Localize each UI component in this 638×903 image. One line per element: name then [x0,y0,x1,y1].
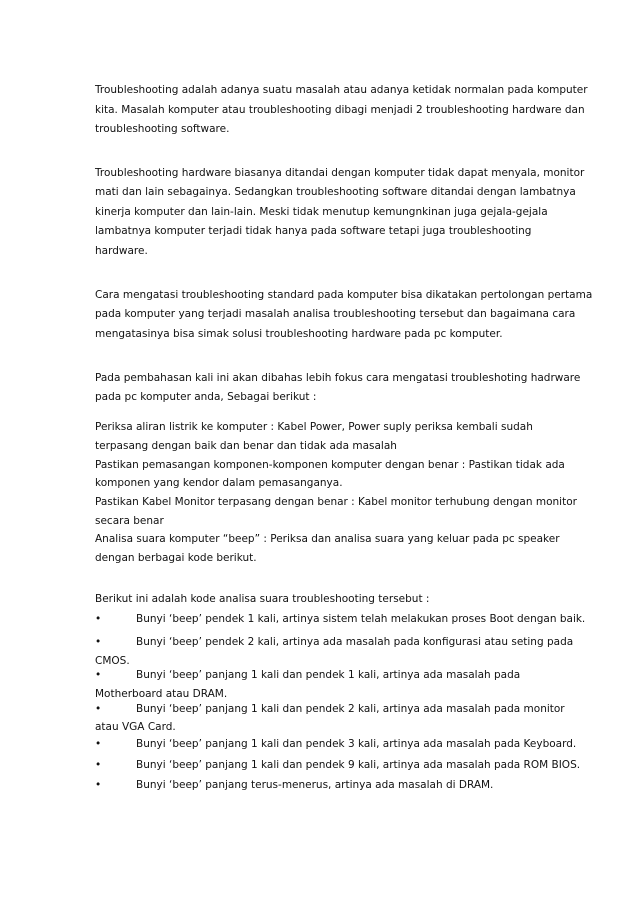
paragraph-line: hardware. [95,245,148,257]
paragraph-line: mati dan lain sebagainya. Sedangkan troubleshooting software ditandai dengan lambatnya [95,186,576,198]
paragraph-line: Berikut ini adalah kode analisa suara troubleshooting tersebut : [95,593,430,605]
paragraph-line: Pada pembahasan kali ini akan dibahas lebih fokus cara mengatasi troubleshoting hadrware [95,372,581,384]
bullet-item-continuation: atau VGA Card. [95,721,176,733]
paragraph-line: mengatasinya bisa simak solusi troubleshooting hardware pada pc komputer. [95,328,503,340]
paragraph-line: Analisa suara komputer “beep” : Periksa dan analisa suara yang keluar pada pc speaker [95,533,560,545]
paragraph-line: dengan berbagai kode berikut. [95,552,257,564]
bullet-item-text: Bunyi ‘beep’ panjang 1 kali dan pendek 3 kali, artinya ada masalah pada Keyboard. [136,738,577,750]
paragraph-line: Cara mengatasi troubleshooting standard pada komputer bisa dikatakan pertolongan pertama [95,289,593,301]
paragraph-line: pada komputer yang terjadi masalah analisa troubleshooting tersebut dan bagaimana cara [95,308,576,320]
bullet-symbol: • [95,759,102,771]
paragraph-line: Troubleshooting hardware biasanya ditandai dengan komputer tidak dapat menyala, monitor [95,167,585,179]
paragraph-line: pada pc komputer anda, Sebagai berikut : [95,391,317,403]
bullet-symbol: • [95,636,102,648]
bullet-item-continuation: Motherboard atau DRAM. [95,688,228,700]
bullet-item-text: Bunyi ‘beep’ pendek 1 kali, artinya sistem telah melakukan proses Boot dengan baik. [136,613,586,625]
paragraph-line: komponen yang kendor dalam pemasanganya. [95,477,343,489]
bullet-symbol: • [95,703,102,715]
paragraph-line: secara benar [95,515,164,527]
bullet-symbol: • [95,669,102,681]
paragraph-line: Periksa aliran listrik ke komputer : Kabel Power, Power suply periksa kembali sudah [95,421,533,433]
paragraph-line: Pastikan pemasangan komponen-komponen komputer dengan benar : Pastikan tidak ada [95,459,565,471]
paragraph-line: Pastikan Kabel Monitor terpasang dengan benar : Kabel monitor terhubung dengan monitor [95,496,577,508]
bullet-item-text: Bunyi ‘beep’ panjang terus-menerus, artinya ada masalah di DRAM. [136,779,494,791]
bullet-symbol: • [95,779,102,791]
paragraph-line: terpasang dengan baik dan benar dan tidak ada masalah [95,440,397,452]
bullet-symbol: • [95,613,102,625]
bullet-item-continuation: CMOS. [95,655,130,667]
paragraph-line: kita. Masalah komputer atau troubleshooting dibagi menjadi 2 troubleshooting hardware dan [95,104,585,116]
bullet-symbol: • [95,738,102,750]
paragraph-line: lambatnya komputer terjadi tidak hanya pada software tetapi juga troubleshooting [95,225,532,237]
bullet-item-text: Bunyi ‘beep’ panjang 1 kali dan pendek 9 kali, artinya ada masalah pada ROM BIOS. [136,759,581,771]
bullet-item-text: Bunyi ‘beep’ pendek 2 kali, artinya ada masalah pada konfigurasi atau seting pada [136,636,574,648]
bullet-item-text: Bunyi ‘beep’ panjang 1 kali dan pendek 1 kali, artinya ada masalah pada [136,669,521,681]
paragraph-line: troubleshooting software. [95,123,230,135]
paragraph-line: Troubleshooting adalah adanya suatu masalah atau adanya ketidak normalan pada komputer [95,84,588,96]
paragraph-line: kinerja komputer dan lain-lain. Meski tidak menutup kemungnkinan juga gejala-gejala [95,206,548,218]
bullet-item-text: Bunyi ‘beep’ panjang 1 kali dan pendek 2 kali, artinya ada masalah pada monitor [136,703,565,715]
